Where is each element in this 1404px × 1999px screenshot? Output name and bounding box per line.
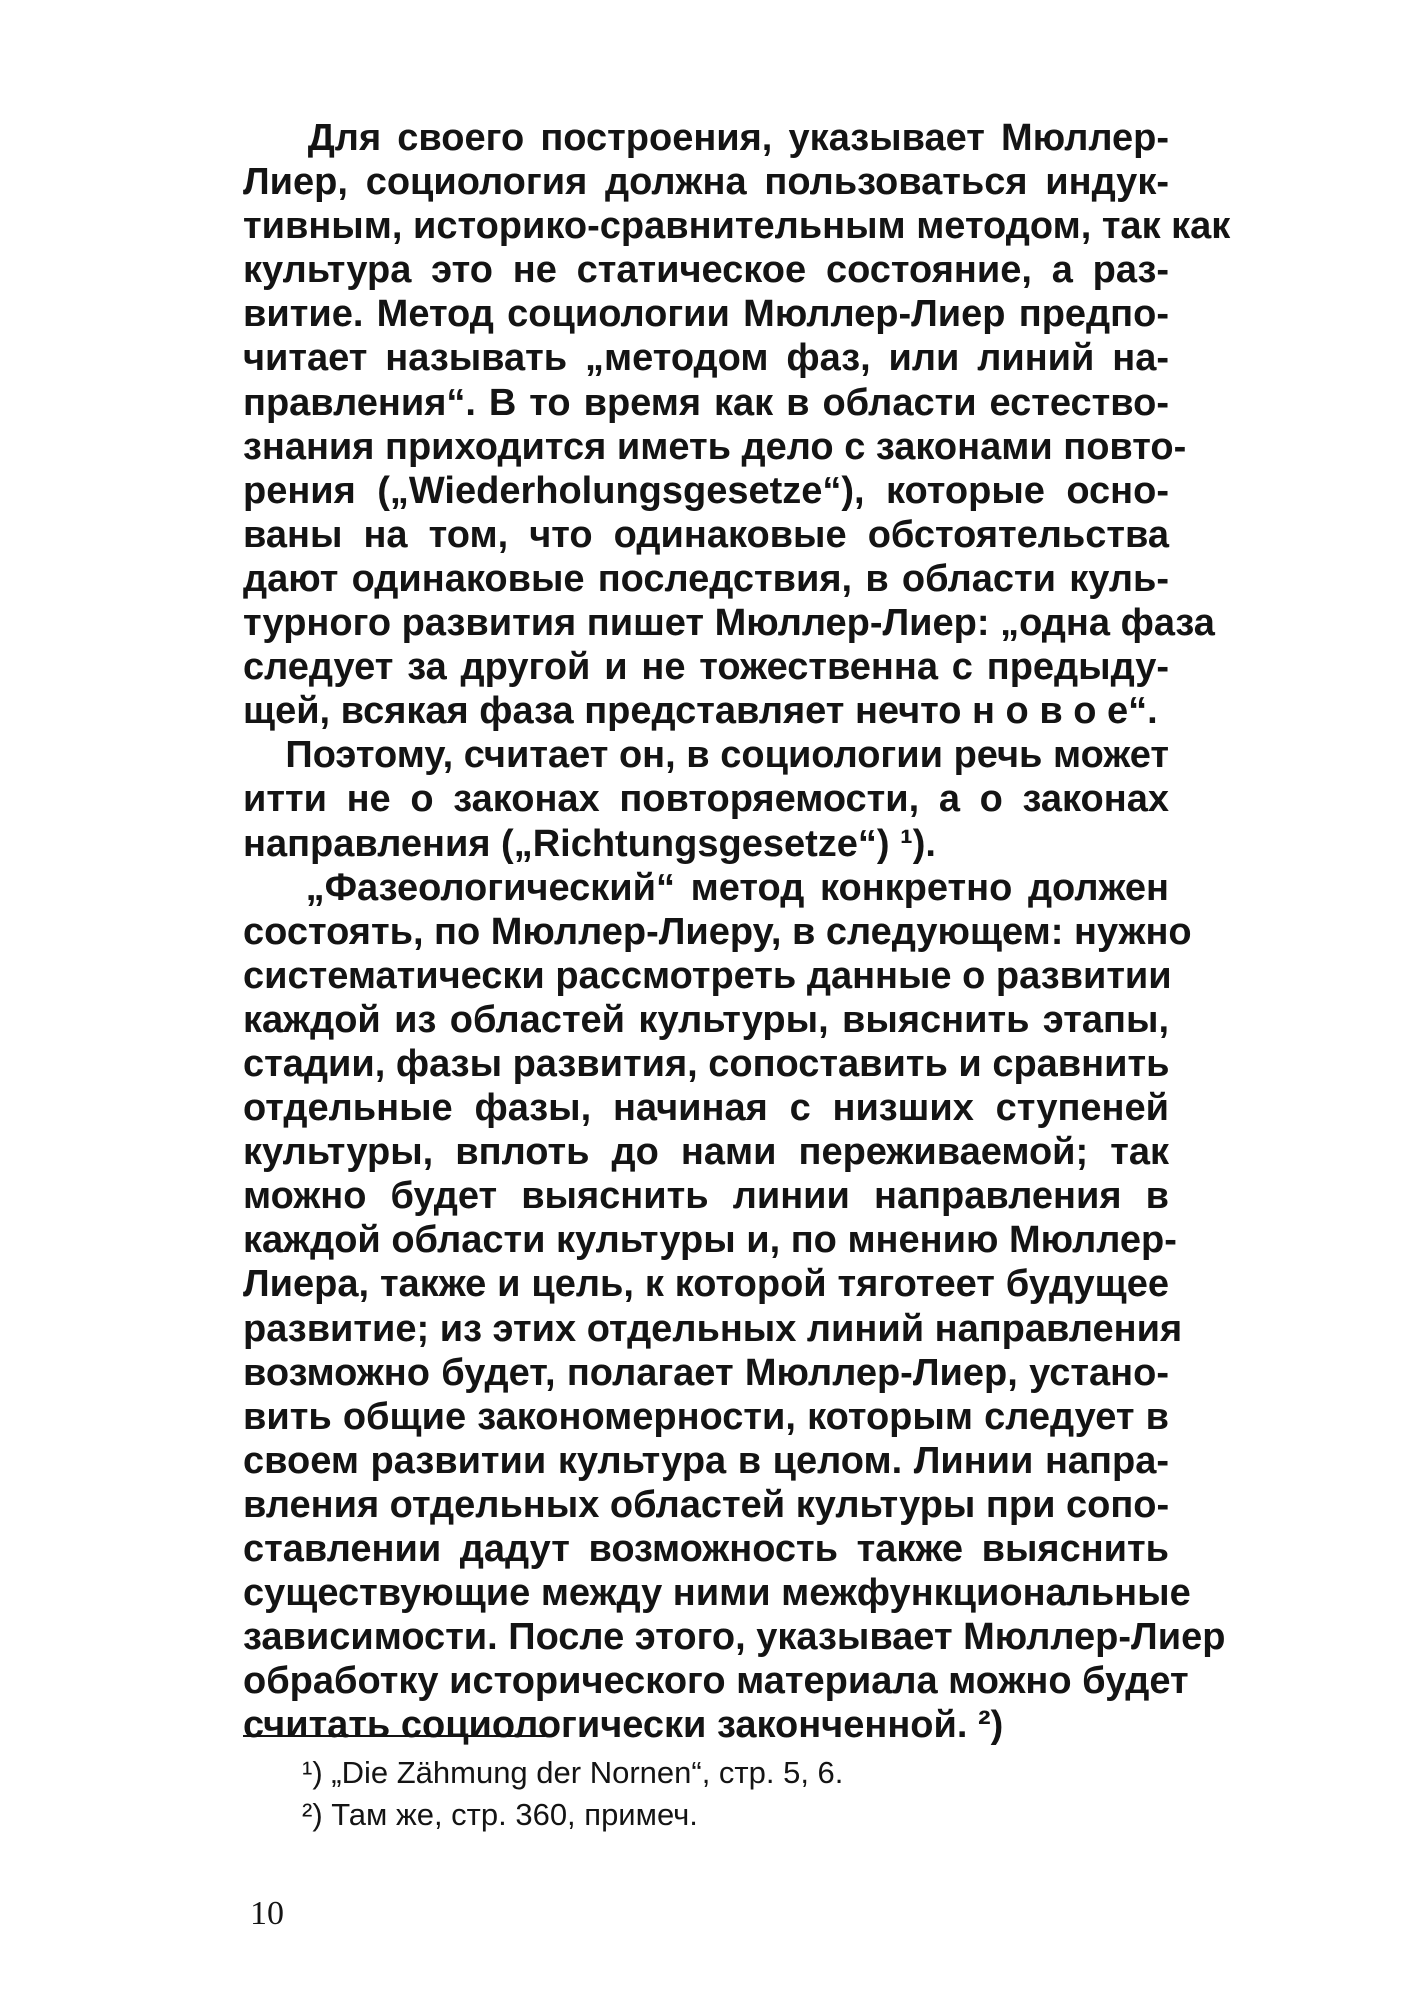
text-line: культура это не статическое состояние, а раз-	[243, 249, 1169, 292]
text-line: своем развитии культура в целом. Линии напра-	[243, 1439, 1169, 1482]
text-line: тивным, историко-сравнительным методом, так как	[243, 205, 1231, 248]
text-line: культуры, вплоть до нами переживаемой; так	[243, 1131, 1169, 1174]
text-line: щей, всякая фаза представляет нечто н о в о е“.	[243, 690, 1158, 733]
footnote-divider	[243, 1735, 545, 1737]
text-line: Лиер, социология должна пользоваться индук-	[243, 161, 1169, 204]
footnotes	[302, 1752, 1062, 1836]
text-line: турного развития пишет Мюллер-Лиер: „одна фаза	[243, 602, 1215, 645]
text-line: вить общие закономерности, которым следует в	[243, 1395, 1169, 1438]
page-number: 10	[250, 1895, 284, 1932]
main-text	[243, 116, 1231, 1747]
text-line: знания приходится иметь дело с законами повто-	[243, 425, 1187, 468]
text-line: зависимости. После этого, указывает Мюллер-Лиер	[243, 1616, 1226, 1659]
text-line: ваны на том, что одинаковые обстоятельства	[243, 513, 1169, 556]
text-line: отдельные фазы, начиная с низших ступеней	[243, 1087, 1169, 1130]
text-line: Для своего построения, указывает Мюллер-	[243, 117, 1169, 159]
text-line: дают одинаковые последствия, в области куль-	[243, 557, 1169, 600]
text-line: правления“. В то время как в области естество-	[243, 381, 1169, 424]
text-line: вления отдельных областей культуры при сопо-	[243, 1483, 1170, 1526]
text-line: можно будет выяснить линии направления в	[243, 1175, 1169, 1218]
text-line: Поэтому, считает он, в социологии речь может	[243, 734, 1169, 777]
text-line: читает называть „методом фаз, или линий на-	[243, 337, 1169, 380]
text-line: рения („Wiederholungsgesetze“), которые осно-	[243, 469, 1169, 512]
text-line: витие. Метод социологии Мюллер-Лиер предпо-	[243, 293, 1169, 336]
text-line: систематически рассмотреть данные о развитии	[243, 954, 1172, 997]
text-line: каждой области культуры и, по мнению Мюллер-	[243, 1219, 1177, 1262]
text-line: считать социологически законченной. ²)	[243, 1704, 1004, 1747]
footnote: ¹) „Die Zähmung der Nornen“, стр. 5, 6.	[302, 1755, 844, 1790]
text-line: существующие между ними межфункциональные	[243, 1572, 1191, 1615]
text-line: ставлении дадут возможность также выяснить	[243, 1528, 1169, 1570]
text-line: обработку исторического материала можно будет	[243, 1660, 1189, 1703]
text-line: каждой из областей культуры, выяснить этапы,	[243, 998, 1169, 1041]
text-line: следует за другой и не тожественна с предыду-	[243, 646, 1169, 689]
text-line: стадии, фазы развития, сопоставить и сравнить	[243, 1042, 1170, 1085]
text-line: Лиера, также и цель, к которой тяготеет будущее	[243, 1263, 1169, 1306]
text-line: направления („Richtungsgesetze“) ¹).	[243, 822, 936, 865]
text-line: итти не о законах повторяемости, а о законах	[243, 778, 1169, 821]
text-line: состоять, по Мюллер-Лиеру, в следующем: нужно	[243, 910, 1192, 953]
footnote: ²) Там же, стр. 360, примеч.	[302, 1797, 698, 1832]
text-line: возможно будет, полагает Мюллер-Лиер, устано-	[243, 1351, 1169, 1394]
text-line: „Фазеологический“ метод конкретно должен	[243, 866, 1169, 909]
text-line: развитие; из этих отдельных линий направления	[243, 1307, 1183, 1350]
